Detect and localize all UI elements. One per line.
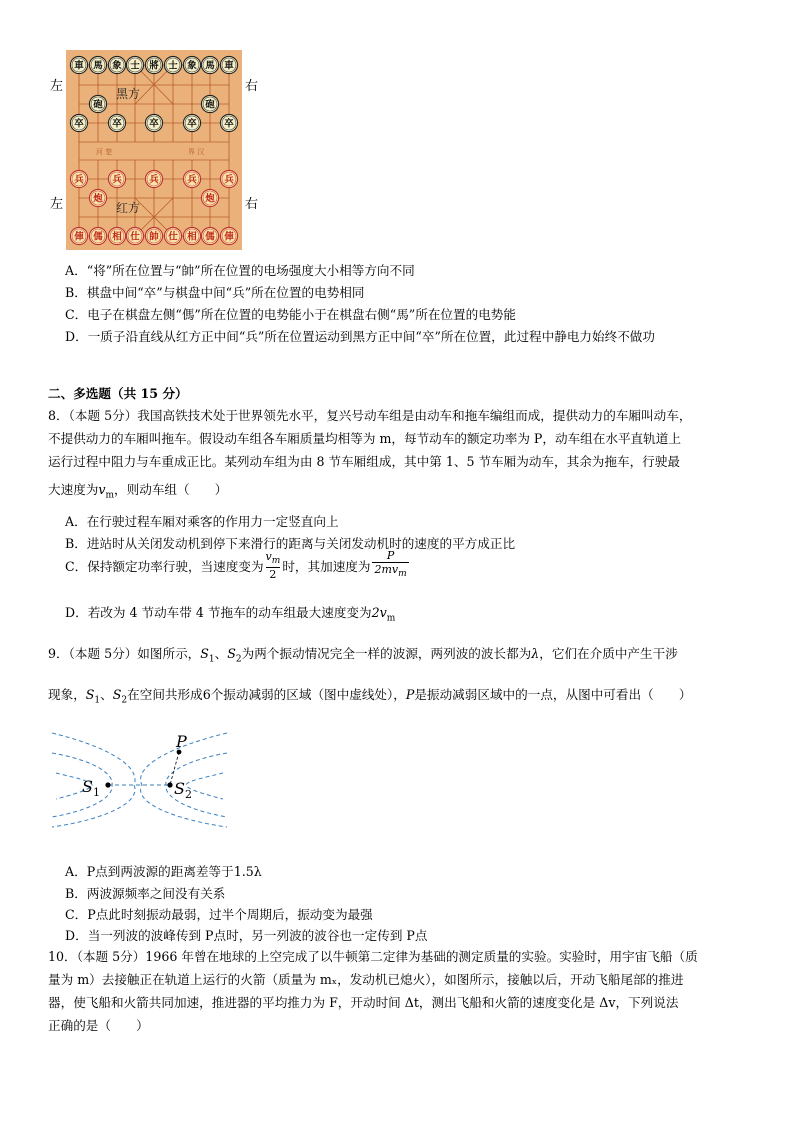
black-piece <box>183 56 200 73</box>
red-piece <box>201 227 218 244</box>
svg-text:仕: 仕 <box>130 231 140 243</box>
svg-text:砲: 砲 <box>93 99 103 111</box>
q8-option-d-pre: D．若改为 4 节动车带 4 节拖车的动车组最大速度变为 <box>65 605 372 620</box>
black-piece <box>145 56 162 73</box>
q7-option-a: A．“将”所在位置与“帥”所在位置的电场强度大小相等方向不同 <box>65 263 415 278</box>
q8-option-d-val: 2v <box>371 605 387 620</box>
q10-line3: 器，使飞船和火箭共同加速，推进器的平均推力为 F，开动时间 Δt，测出飞船和火箭的速度变化是 Δv，下列说法 <box>48 995 679 1010</box>
black-pawn <box>183 114 200 131</box>
svg-text:傌: 傌 <box>93 231 103 243</box>
q8-frac-vm-over-2: $\frac{v_m}{2}$ <box>265 549 281 581</box>
source-s2-dot <box>167 782 172 787</box>
svg-text:兵: 兵 <box>74 174 84 186</box>
source-s1-dot <box>105 782 110 787</box>
black-piece <box>201 56 218 73</box>
chess-board-figure <box>66 50 242 250</box>
red-pawn <box>183 170 200 187</box>
label-s1: $S_1$ <box>82 777 100 799</box>
svg-text:車: 車 <box>74 60 84 72</box>
red-pawn <box>70 170 87 187</box>
black-pawn <box>108 114 125 131</box>
red-piece <box>70 227 87 244</box>
q7-option-c: C．电子在棋盘左侧“傌”所在位置的电势能小于在棋盘右侧“馬”所在位置的电势能 <box>65 307 516 322</box>
black-piece <box>70 56 87 73</box>
side-label-left-bottom: 左 <box>50 197 64 212</box>
q8-line2: 不提供动力的车厢叫拖车。假设动车组各车厢质量均相等为 m，每节动车的额定功率为 P，动车组在水平直轨道上 <box>48 431 681 446</box>
q9-line2: 现象，$S_1$、$S_2$在空间共形成6个振动减弱的区域（图中虚线处），P是振动减弱区域中的一点，从图中可看出（ ） <box>48 687 692 706</box>
q8-line4 <box>48 479 227 501</box>
svg-text:兵: 兵 <box>112 174 122 186</box>
q8-option-c <box>65 550 411 581</box>
q8-frac-p-over-2mvm: $\frac{P}{2mv_m}$ <box>374 549 407 580</box>
black-cannon <box>89 95 106 112</box>
red-cannon <box>89 189 106 206</box>
black-piece <box>164 56 181 73</box>
svg-text:兵: 兵 <box>187 174 197 186</box>
svg-text:帥: 帥 <box>149 231 159 243</box>
svg-text:馬: 馬 <box>205 60 215 72</box>
q8-option-a: A．在行驶过程车厢对乘客的作用力一定竖直向上 <box>65 514 339 529</box>
q9-option-a: A．P点到两波源的距离差等于1.5λ <box>65 864 262 879</box>
svg-text:卒: 卒 <box>74 118 84 130</box>
svg-text:相: 相 <box>112 231 122 243</box>
svg-text:卒: 卒 <box>187 118 197 130</box>
q8-vm: v <box>98 482 106 497</box>
black-pawn <box>220 114 237 131</box>
river-label-right: 界 汉 <box>188 148 205 156</box>
q8-line1: 8．（本题 5分）我国高铁技术处于世界领先水平，复兴号动车组是由动车和拖车编组而成，提供动力的车厢叫动车， <box>48 408 692 423</box>
svg-text:炮: 炮 <box>93 193 103 205</box>
svg-text:炮: 炮 <box>205 193 215 205</box>
q8-line4-post: ，则动车组（ ） <box>114 482 228 497</box>
svg-text:傌: 傌 <box>205 231 215 243</box>
red-piece <box>89 227 106 244</box>
label-s2: $S_2$ <box>174 779 192 801</box>
svg-text:相: 相 <box>187 231 197 243</box>
side-label-right-bottom: 右 <box>245 197 259 212</box>
q10-line1: 10．（本题 5分）1966 年曾在地球的上空完成了以牛顿第二定律为基础的测定质量的实验。实验时，用宇宙飞船（质 <box>48 949 698 964</box>
svg-text:象: 象 <box>112 60 122 72</box>
red-pawn <box>145 170 162 187</box>
svg-text:俥: 俥 <box>224 231 234 243</box>
black-piece <box>220 56 237 73</box>
red-cannon <box>201 189 218 206</box>
svg-text:仕: 仕 <box>168 231 178 243</box>
red-side-label: 红方 <box>116 201 141 215</box>
svg-text:卒: 卒 <box>149 118 159 130</box>
label-p: P <box>176 732 187 751</box>
black-piece <box>126 56 143 73</box>
q10-line2: 量为 m）去接触正在轨道上运行的火箭（质量为 mₓ，发动机已熄火），如图所示，接触以后，开动飞船尾部的推进 <box>48 972 684 987</box>
black-pawn <box>70 114 87 131</box>
q8-line4-pre: 大速度为 <box>48 482 99 497</box>
red-piece <box>183 227 200 244</box>
q8-option-b: B．进站时从关闭发动机到停下来滑行的距离与关闭发动机时的速度的平方成正比 <box>65 536 516 551</box>
side-label-right-top: 右 <box>245 79 259 94</box>
q7-option-d: D．一质子沿直线从红方正中间“兵”所在位置运动到黑方正中间“卒”所在位置，此过程中静电力始终不做功 <box>65 329 655 344</box>
svg-text:士: 士 <box>130 60 140 72</box>
svg-text:將: 將 <box>149 60 159 72</box>
q8-option-d <box>65 602 395 624</box>
side-label-left-top: 左 <box>50 79 64 94</box>
q9-option-b: B．两波源频率之间没有关系 <box>65 886 226 901</box>
q8-option-c-mid: 时，其加速度为 <box>282 559 371 575</box>
svg-text:兵: 兵 <box>149 174 159 186</box>
black-pawn <box>145 114 162 131</box>
q8-option-c-pre: C．保持额定功率行驶，当速度变为 <box>65 559 264 575</box>
svg-text:兵: 兵 <box>224 174 234 186</box>
q7-option-b: B．棋盘中间“卒”与棋盘中间“兵”所在位置的电势相同 <box>65 285 365 300</box>
q10-line4: 正确的是（ ） <box>48 1018 149 1033</box>
svg-text:車: 車 <box>224 60 234 72</box>
q9-option-c: C．P点此时刻振动最弱，过半个周期后，振动变为最强 <box>65 907 373 922</box>
red-pawn <box>108 170 125 187</box>
q9-option-d: D．当一列波的波峰传到 P点时，另一列波的波谷也一定传到 P点 <box>65 928 428 943</box>
svg-text:象: 象 <box>187 60 197 72</box>
svg-text:馬: 馬 <box>93 60 103 72</box>
q8-option-d-sub: m <box>386 613 396 624</box>
section-title: 二、多选题（共 15 分） <box>48 386 188 401</box>
red-piece <box>220 227 237 244</box>
q8-vm-sub: m <box>105 490 115 501</box>
weak-interference-lines <box>52 733 227 827</box>
red-piece <box>164 227 181 244</box>
river-label-left: 河 楚 <box>96 148 113 156</box>
svg-text:士: 士 <box>168 60 178 72</box>
svg-text:卒: 卒 <box>224 118 234 130</box>
black-side-label: 黑方 <box>116 87 141 101</box>
black-piece <box>108 56 125 73</box>
red-piece <box>108 227 125 244</box>
red-piece <box>126 227 143 244</box>
interference-figure <box>52 715 227 830</box>
red-pawn <box>220 170 237 187</box>
svg-text:砲: 砲 <box>205 99 215 111</box>
q8-line3: 运行过程中阻力与车重成正比。某列动车组为由 8 节车厢组成，其中第 1、5 节车厢为动车，其余为拖车，行驶最 <box>48 454 680 469</box>
svg-text:俥: 俥 <box>74 231 84 243</box>
red-piece <box>145 227 162 244</box>
black-piece <box>89 56 106 73</box>
black-cannon <box>201 95 218 112</box>
q9-line1: 9．（本题 5分）如图所示，$S_1$、$S_2$为两个振动情况完全一样的波源，两列波的波长都为λ，它们在介质中产生干涉 <box>48 646 678 665</box>
svg-text:卒: 卒 <box>112 118 122 130</box>
